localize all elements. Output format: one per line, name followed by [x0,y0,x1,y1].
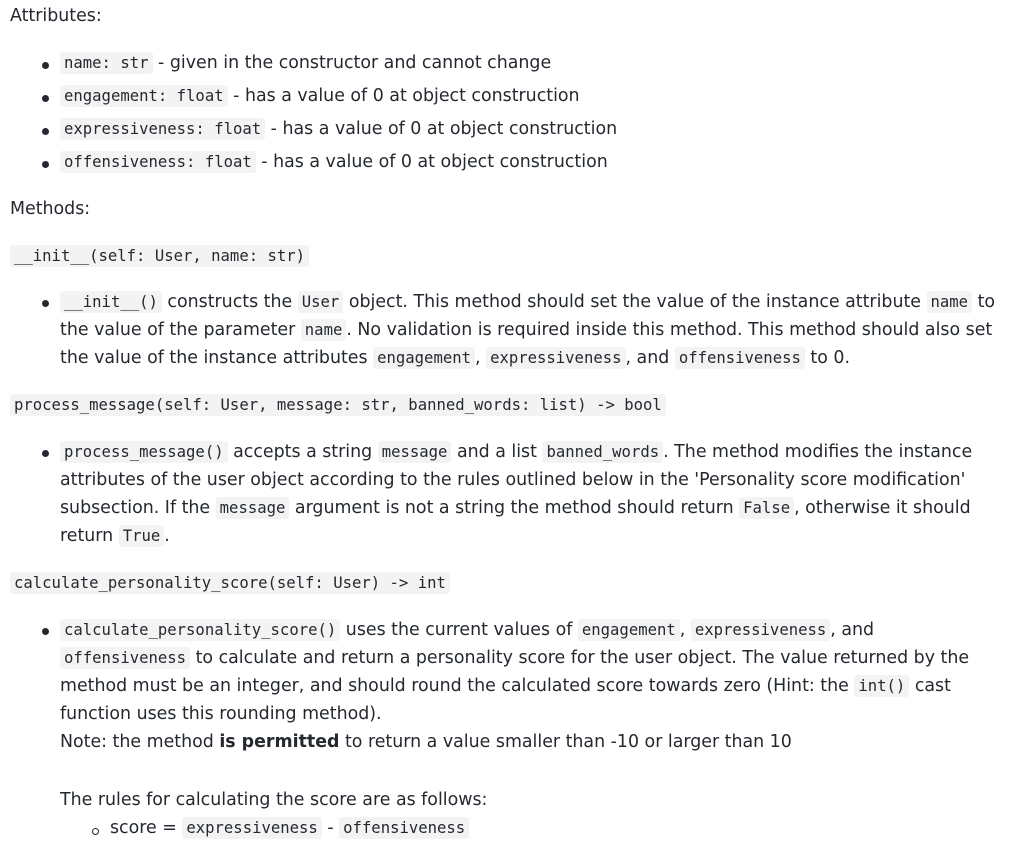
emphasis-text: is permitted [219,732,340,752]
list-item-text: - has a value of 0 at object construction [227,86,580,106]
inline-code: expressiveness [691,619,830,641]
inline-code: message [216,497,290,519]
score-rule: score = expressiveness - offensiveness [110,818,469,838]
process-message-description: process_message() accepts a string message and a list banned_words . The method modifies the instance attributes of the user object according to the rules outlined below in the 'Personality score modification' subsection. If the message argument is not a string the method should return False , otherwise it should return True . [60,442,973,546]
inline-code: offensiveness [675,347,805,369]
list-item-text: - has a value of 0 at object construction [265,119,618,139]
inline-code: engagement [373,347,475,369]
inline-code: name [927,291,973,313]
inline-code: name [301,319,347,341]
inline-code: User [298,291,344,313]
process-message-signature [10,395,666,415]
calculate-score-signature [10,573,450,593]
bullet-icon [42,450,49,457]
bullet-icon [42,161,49,168]
methods-heading: Methods: [10,199,91,219]
inline-code: expressiveness [182,817,321,839]
inline-code: banned_words [542,441,663,463]
bullet-icon [42,300,49,307]
init-signature [10,246,309,266]
calculate-score-description: calculate_personality_score() uses the current values of engagement , expressiveness , and offensiveness to calculate and return a personality score for the user object. The value returned by the method must be an integer, and should round the calculated score towards zero (Hint: the int() cast function uses this rounding method). Note: the method is permitted to return a value smaller than -10 or larger than 10 [60,620,970,752]
inline-code: engagement: float [60,85,228,107]
inline-code: engagement [578,619,680,641]
inline-code: False [739,497,794,519]
bullet-icon [42,62,49,69]
code-signature: __init__(self: User, name: str) [10,245,309,267]
inline-code: int() [854,675,909,697]
inline-code: offensiveness [339,817,469,839]
bullet-icon [42,95,49,102]
inline-code: __init__() [60,291,162,313]
attributes-heading: Attributes: [10,6,102,26]
code-signature: process_message(self: User, message: str, banned_words: list) -> bool [10,394,666,416]
code-signature: calculate_personality_score(self: User) -> int [10,572,450,594]
inline-code: process_message() [60,441,228,463]
inline-code: offensiveness: float [60,151,256,173]
inline-code: expressiveness: float [60,118,265,140]
init-description: __init__() constructs the User object. This method should set the value of the instance attribute name to the value of the parameter name . No validation is required inside this method. This method should also set the value of the instance attributes engagement , expressiveness , and offensiveness to 0. [60,292,996,368]
inline-code: name: str [60,52,153,74]
inline-code: calculate_personality_score() [60,619,340,641]
bullet-icon [42,128,49,135]
hollow-bullet-icon [92,828,99,835]
rules-intro: The rules for calculating the score are as follows: [60,790,488,810]
inline-code: message [378,441,452,463]
list-item-text: - given in the constructor and cannot change [152,53,552,73]
inline-code: offensiveness [60,647,190,669]
list-item-text: - has a value of 0 at object construction [255,152,608,172]
inline-code: True [119,525,165,547]
bullet-icon [42,628,49,635]
inline-code: expressiveness [486,347,625,369]
